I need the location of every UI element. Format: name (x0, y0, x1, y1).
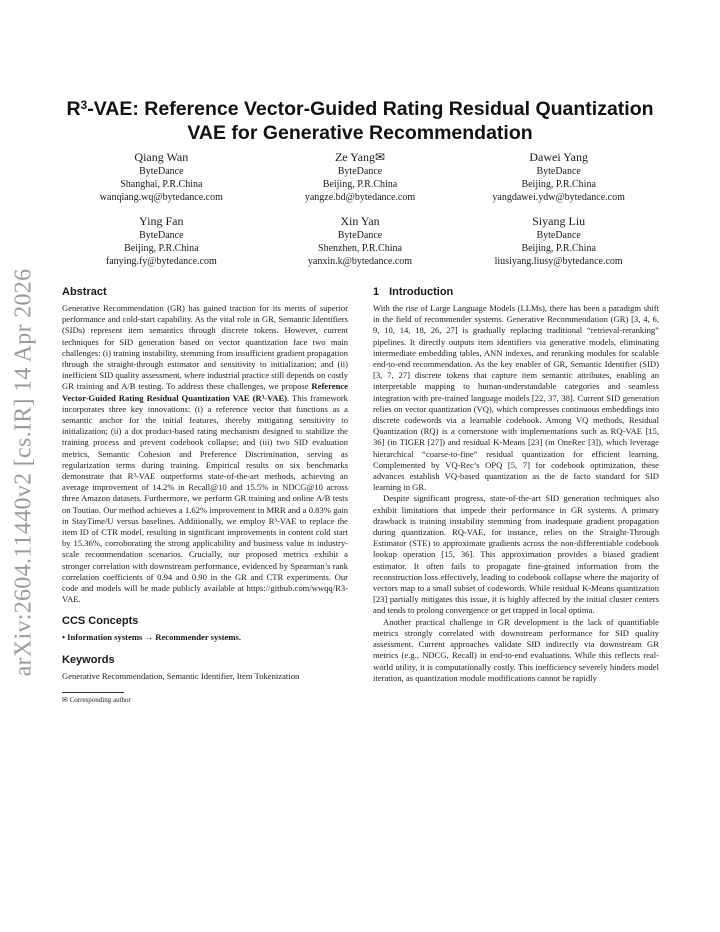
author-card (459, 150, 658, 204)
keywords-heading: Keywords (62, 653, 115, 666)
author-card (261, 150, 460, 204)
corresponding-author-note: ✉ Corresponding author (62, 695, 131, 704)
author-email: yangdawei.ydw@bytedance.com (492, 192, 625, 203)
author-name: Qiang Wan (134, 150, 189, 164)
author-name: Ze Yang✉ (334, 150, 386, 164)
abstract-heading: Abstract (62, 286, 107, 298)
author-location: Shenzhen, P.R.China (318, 243, 402, 254)
author-location: Beijing, P.R.China (521, 179, 596, 190)
author-affiliation: ByteDance (337, 166, 383, 177)
author-location: Beijing, P.R.China (124, 243, 199, 254)
author-email: liusiyang.liusy@bytedance.com (494, 256, 623, 267)
intro-paragraph: Another practical challenge in GR development is the lack of quantifiable metrics strongly correlated with downstream performance for SID quality assessment. Current approaches validate SID indirectly via downstream GR metrics (e.g., NDCG, Recall) in end-to-end evaluations. While this reflects real-world utility, it is computationally costly. This inefficiency severely hinders model iteration, as quantization module modifications cannot be rapidly (373, 616, 659, 683)
author-name: Dawei Yang (529, 150, 588, 164)
author-affiliation: ByteDance (139, 230, 184, 241)
author-email: yangze.bd@bytedance.com (304, 192, 416, 203)
ccs-heading: CCS Concepts (62, 615, 139, 628)
author-email: wanqiang.wq@bytedance.com (99, 192, 223, 203)
right-column (373, 285, 659, 684)
keywords-text: Generative Recommendation, Semantic Identifier, Item Tokenization (62, 670, 300, 681)
footnote-divider (62, 692, 124, 693)
author-email: yanxin.k@bytedance.com (307, 256, 413, 267)
intro-paragraph: Despite significant progress, state-of-the-art SID generation techniques also exhibit limitations that impede their performance in GR systems. A primary drawback is training instability stemming from inadequate gradient propagation during quantization. RQ-VAE, for instance, relies on the Straight-Through Estimator (STE) to approximate gradients across the non-differentiable codebook lookup operation [15, 36]. This approximation provides a biased gradient estimator. It often fails to propagate fine-grained information from the reconstruction loss effectively, leading to codebook collapse where the majority of vectors map to a small subset of codewords. While residual K-Means quantization [23] partially mitigates this issue, it is highly affected by the initial cluster centers and tends to prolong convergence or get trapped in local optima. (373, 493, 659, 616)
author-name: Siyang Liu (532, 214, 586, 228)
ccs-concepts: • Information systems → Recommender systems. (62, 632, 241, 643)
author-affiliation: ByteDance (337, 230, 383, 241)
title-line-2: VAE for Generative Recommendation (187, 122, 533, 144)
author-location: Shanghai, P.R.China (120, 179, 203, 190)
author-affiliation: ByteDance (536, 166, 581, 177)
method-name: Reference Vector-Guided Rating Residual Quantization VAE (R³-VAE) (62, 381, 348, 403)
author-affiliation: ByteDance (139, 166, 184, 177)
introduction-heading: 1 Introduction (373, 286, 454, 298)
title-line-1: $R^3$-VAE: Reference Vector-Guided Rating Residual Quantization (66, 98, 654, 120)
abstract-text: Generative Recommendation (GR) has gained traction for its merits of superior performance and cold-start capability. As the vital role in GR, Semantic Identifiers (SIDs) represent item semantics through discrete tokens. However, current techniques for SID generation based on vector quantization face two main challenges: (i) training instability, stemming from insufficient gradient propagation through the straight-through estimator and sensitivity to initialization; and (ii) inefficient SID quality assessment, where industrial practice still depends on costly GR training and A/B testing. To address these challenges, we propose Reference Vector-Guided Rating Residual Quantization VAE (R³-VAE). This framework incorporates three key innovations: (i) a reference vector that functions as a semantic anchor for the initial features, thereby mitigating sensitivity to initialization; (ii) a dot product-based rating mechanism designed to stabilize the training process and prevent codebook collapse; and (iii) two SID evaluation metrics, Semantic Cohesion and Preference Discrimination, serving as regularization terms during training. Empirical results on six benchmarks demonstrate that R³-VAE outperforms state-of-the-art methods, achieving an average improvement of 14.2% in Recall@10 and 15.5% in NDCG@10 across three Amazon datasets. Furthermore, we perform GR training and online A/B tests on Toutiao. Our method achieves a 1.62% improvement in MRR and a 0.83% gain in StayTime/U versus baselines. Additionally, we employ R³-VAE to replace the item ID of CTR model, resulting in significant improvements in content cold start by 15.36%, corroborating the strong applicability and business value in industry-scale recommendation scenarios. Crucially, our proposed metrics exhibit a stronger correlation with downstream performance, evidenced by Spearman’s rank correlation coefficients of 0.94 and 0.90 in the GR and CTR experiments. Our code and models will be made publicly available at https://github.com/wwqq/R3-VAE. (62, 303, 348, 605)
author-card (62, 214, 261, 268)
paper-title (62, 97, 658, 145)
section-number: 1 (373, 286, 380, 298)
left-column (62, 285, 348, 705)
author-location: Beijing, P.R.China (521, 243, 596, 254)
arxiv-identifier: arXiv:2604.11440v2 [cs.IR] 14 Apr 2026 (10, 268, 37, 676)
author-card (261, 214, 460, 268)
intro-paragraph: With the rise of Large Language Models (LLMs), there has been a paradigm shift in the field of recommender systems. Generative Recommendation (GR) [3, 4, 6, 9, 10, 14, 18, 26, 27] is gradually replacing traditional “retrieval-reranking” pipelines. It directly outputs item identifiers via generative models, eliminating intermediate embedding tables, ANN indexes, and reranking modules for scalable end-to-end recommendation. As the key enabler of GR, Semantic Identifier (SID) [3, 7, 27] discrete tokens that capture item semantic attributes, enabling an interpretable mapping to human-understandable categories and seamless integration with pre-trained language models [22, 37, 38]. Current SID generation relies on vector quantization (VQ), which compresses continuous embeddings into discrete codewords via a learnable codebook. Among VQ methods, Residual Quantization (RQ) is a cornerstone with implementations such as RQ-VAE [15, 36] (in TIGER [27]) and residual K-Means [23] (in OneRec [3]), which leverage hierarchical “coarse-to-fine” residual quantization for efficient learning. Complemented by VQ-Rec’s OPQ [5, 7] for codebook optimization, these advances establish VQ-based quantization as the de facto standard for SID learning in GR. (373, 303, 659, 493)
author-location: Beijing, P.R.China (322, 179, 398, 190)
author-affiliation: ByteDance (536, 230, 581, 241)
author-card (459, 214, 658, 268)
author-email: fanying.fy@bytedance.com (105, 256, 217, 267)
author-name: Ying Fan (139, 214, 184, 228)
author-block (62, 150, 658, 268)
arxiv-watermark (2, 262, 46, 682)
author-card (62, 150, 261, 204)
author-name: Xin Yan (340, 214, 380, 228)
